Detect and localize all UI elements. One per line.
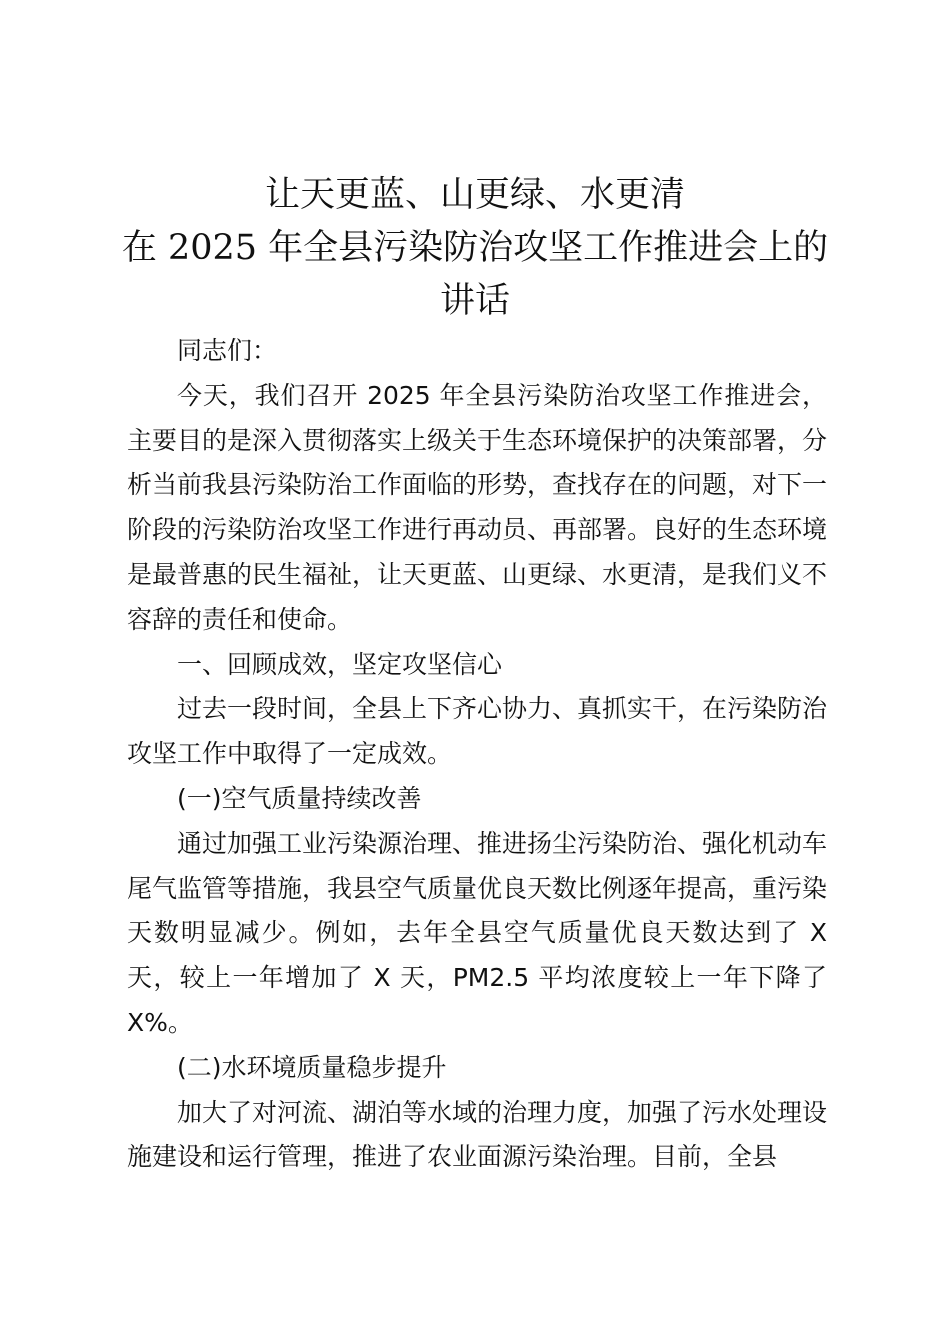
salutation: 同志们：: [177, 336, 278, 365]
document-title-line-1: 让天更蓝、山更绿、水更清: [264, 175, 685, 215]
paragraph-intro: 今天，我们召开 2025 年全县污染防治攻坚工作推进会，主要目的是深入贯彻落实上级关于生态环境保护的决策部署，分析当前我县污染防治工作面临的形势，查找存在的问题，对下一阶段的污染防治攻坚工作进行再动员、再部署。良好的生态环境是最普惠的民生福祉，让天更蓝、山更绿、水更清，是我们义不容辞的责任和使命。: [127, 380, 828, 634]
section-heading-1: 一、回顾成效，坚定攻坚信心: [177, 649, 503, 679]
subsection-heading-water: (二)水环境质量稳步提升: [177, 1052, 447, 1082]
paragraph-water-quality: 加大了对河流、湖泊等水域的治理力度，加强了污水处理设施建设和运行管理，推进了农业面源污染治理。目前，全县: [127, 1097, 828, 1172]
subsection-heading-air: (一)空气质量持续改善: [177, 783, 422, 813]
document-title-line-3: 讲话: [439, 281, 510, 321]
paragraph-air-quality: 通过加强工业污染源治理、推进扬尘污染防治、强化机动车尾气监管等措施，我县空气质量优良天数比例逐年提高，重污染天数明显减少。例如，去年全县空气质量优良天数达到了 X 天，较上一年增加了 X 天，PM2.5 平均浓度较上一年下降了 X%。: [127, 828, 828, 1037]
document-title-line-2: 在 2025 年全县污染防治攻坚工作推进会上的: [121, 228, 829, 268]
paragraph-review: 过去一段时间，全县上下齐心协力、真抓实干，在污染防治攻坚工作中取得了一定成效。: [127, 694, 828, 769]
document-body: [127, 329, 827, 1180]
